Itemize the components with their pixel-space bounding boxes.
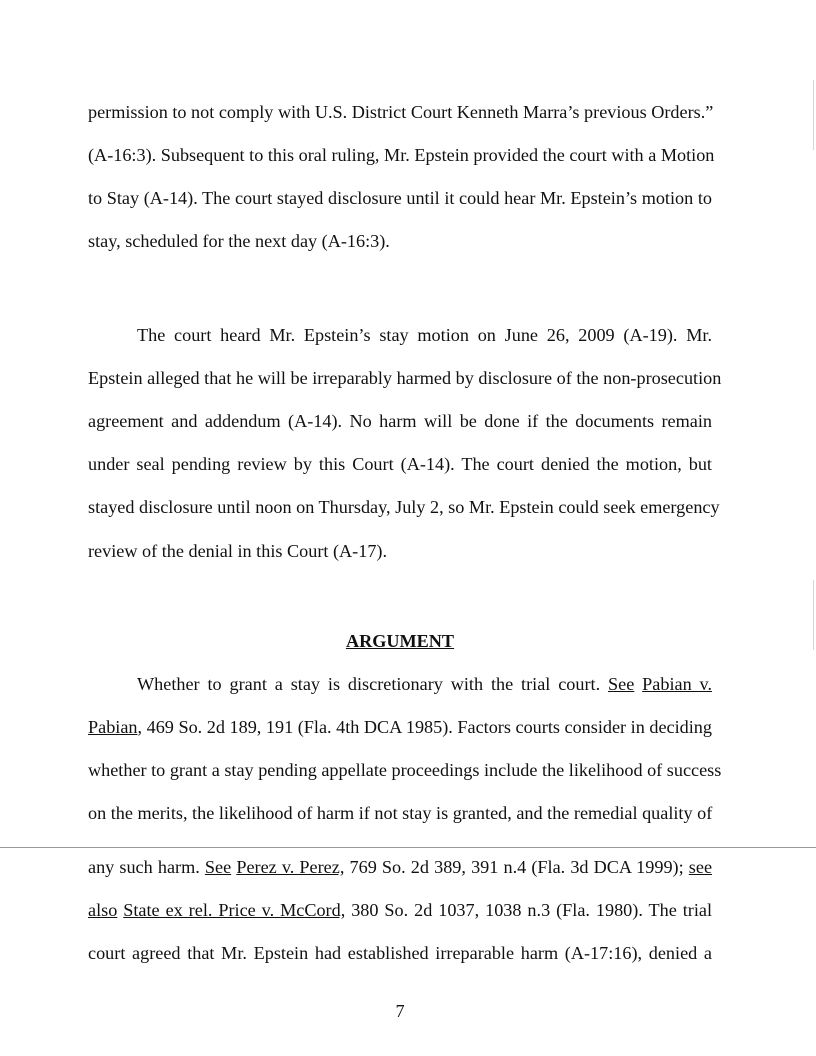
section-heading-argument: ARGUMENT [345, 631, 455, 651]
para3-line-7: court agreed that Mr. Epstein had established irreparable harm (A-17:16), denied a [88, 943, 712, 963]
case-name-perez: Perez v. Perez, [236, 857, 345, 877]
para2-line-1: The court heard Mr. Epstein’s stay motion on June 26, 2009 (A-19). Mr. [137, 325, 712, 345]
para1-line-3: to Stay (A-14). The court stayed disclosure until it could hear Mr. Epstein’s motion to [88, 188, 712, 208]
scan-edge-mark [813, 580, 814, 650]
para3-text: 769 So. 2d 389, 391 n.4 (Fla. 3d DCA 1999); [344, 857, 684, 877]
citation-signal-see: See [608, 674, 635, 694]
scan-edge-mark [813, 80, 814, 150]
para1-line-4: stay, scheduled for the next day (A-16:3). [88, 231, 390, 251]
para3-line-3: whether to grant a stay pending appellate proceedings include the likelihood of success [88, 760, 722, 780]
para3-text: , 469 So. 2d 189, 191 (Fla. 4th DCA 1985). Factors courts consider in deciding [137, 717, 712, 737]
para3-line-6 [88, 898, 712, 922]
para2-line-5: stayed disclosure until noon on Thursday, July 2, so Mr. Epstein could seek emergency [88, 497, 720, 517]
para1-line-2: (A-16:3). Subsequent to this oral ruling, Mr. Epstein provided the court with a Motion [88, 145, 715, 165]
para3-text: any such harm. [88, 857, 200, 877]
case-name-mccord: State ex rel. Price v. McCord, [123, 900, 346, 920]
para3-line-5 [88, 855, 712, 879]
citation-signal-see: See [204, 857, 232, 877]
page-number: 7 [395, 1001, 405, 1021]
para2-line-3: agreement and addendum (A-14). No harm will be done if the documents remain [88, 411, 712, 431]
citation-signal-also: also [88, 900, 118, 920]
para2-line-4: under seal pending review by this Court (A-14). The court denied the motion, but [88, 454, 712, 474]
scan-rule-line [0, 847, 816, 848]
citation-signal-see-also: see [688, 857, 713, 877]
para2-line-2: Epstein alleged that he will be irreparably harmed by disclosure of the non-prosecution [88, 368, 722, 388]
para2-line-6: review of the denial in this Court (A-17). [88, 541, 388, 561]
para1-line-1: permission to not comply with U.S. District Court Kenneth Marra’s previous Orders.” [88, 102, 714, 122]
para3-text: 380 So. 2d 1037, 1038 n.3 (Fla. 1980). The trial [345, 900, 712, 920]
case-name-pabian: Pabian v. [642, 674, 713, 694]
para3-line-4: on the merits, the likelihood of harm if not stay is granted, and the remedial quality of [88, 803, 713, 823]
para3-text: Whether to grant a stay is discretionary with the trial court. [137, 674, 601, 694]
case-name-pabian-cont: Pabian [88, 717, 138, 737]
para3-line-1 [137, 672, 712, 696]
para3-line-2 [88, 715, 712, 739]
